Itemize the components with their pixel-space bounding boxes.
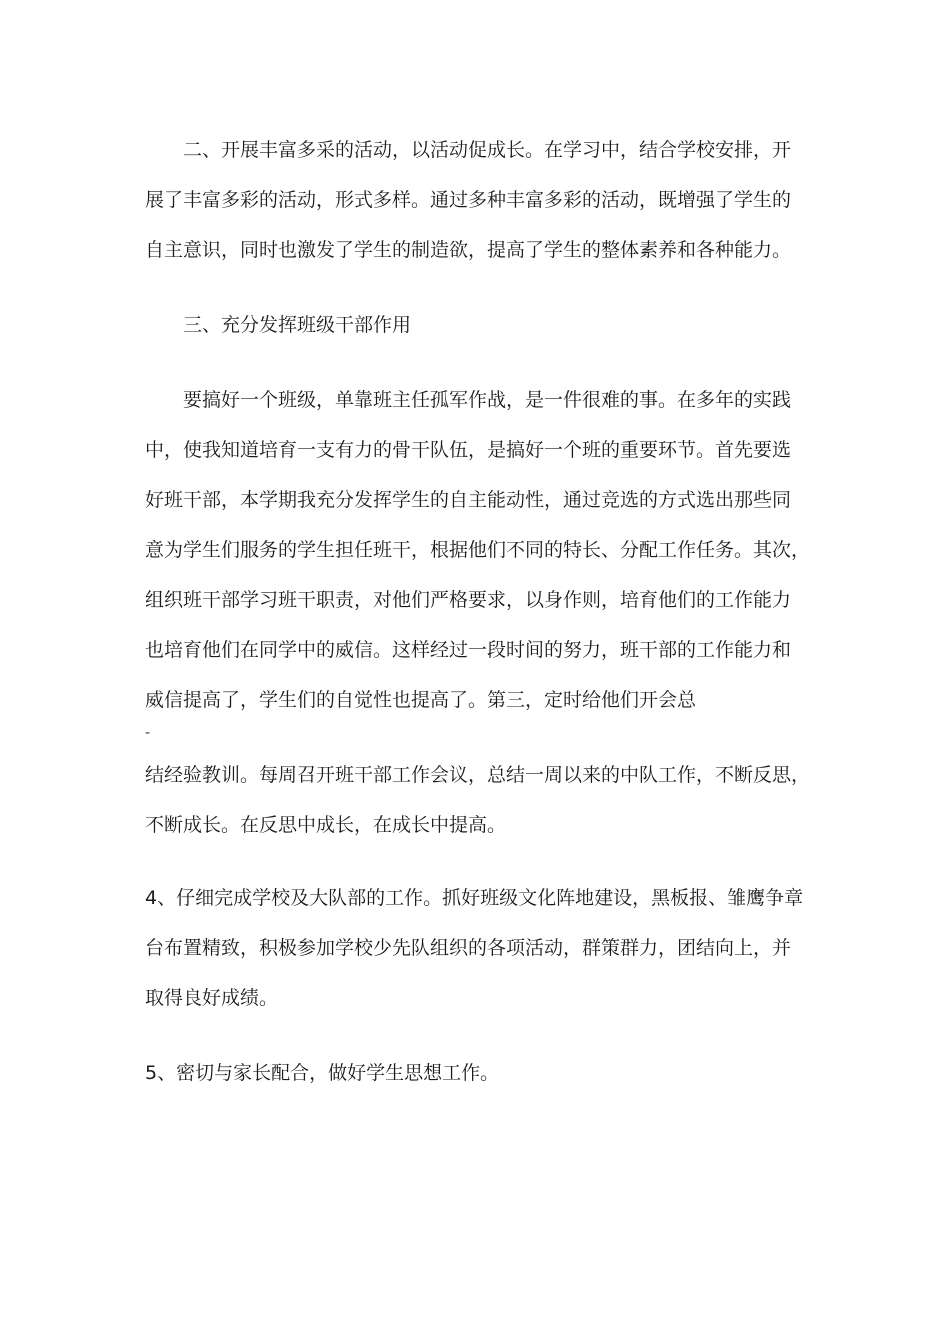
page-break-mark: - bbox=[145, 725, 151, 741]
paragraph-line: 好班干部，本学期我充分发挥学生的自主能动性，通过竞选的方式选出那些同 bbox=[145, 489, 792, 511]
paragraph-line: 5、密切与家长配合，做好学生思想工作。 bbox=[145, 1062, 500, 1084]
paragraph-line: 二、开展丰富多采的活动，以活动促成长。在学习中，结合学校安排，开 bbox=[183, 139, 792, 161]
paragraph-line: 展了丰富多彩的活动，形式多样。通过多种丰富多彩的活动，既增强了学生的 bbox=[145, 189, 792, 211]
section-heading: 三、充分发挥班级干部作用 bbox=[183, 314, 412, 336]
paragraph-line: 意为学生们服务的学生担任班干，根据他们不同的特长、分配工作任务。其次， bbox=[145, 539, 811, 561]
paragraph-line: 威信提高了，学生们的自觉性也提高了。第三，定时给他们开会总 bbox=[145, 689, 697, 711]
paragraph-line: 自主意识，同时也激发了学生的制造欲，提高了学生的整体素养和各种能力。 bbox=[145, 239, 792, 261]
paragraph-line: 中，使我知道培育一支有力的骨干队伍，是搞好一个班的重要环节。首先要选 bbox=[145, 439, 792, 461]
paragraph-line: 4、仔细完成学校及大队部的工作。抓好班级文化阵地建设，黑板报、雏鹰争章 bbox=[145, 887, 804, 909]
paragraph-line: 要搞好一个班级，单靠班主任孤军作战，是一件很难的事。在多年的实践 bbox=[183, 389, 792, 411]
paragraph-line: 不断成长。在反思中成长，在成长中提高。 bbox=[145, 814, 507, 836]
paragraph-line: 结经验教训。每周召开班干部工作会议，总结一周以来的中队工作，不断反思， bbox=[145, 764, 811, 786]
paragraph-line: 台布置精致，积极参加学校少先队组织的各项活动，群策群力，团结向上，并 bbox=[145, 937, 792, 959]
paragraph-line: 组织班干部学习班干职责，对他们严格要求，以身作则，培育他们的工作能力 bbox=[145, 589, 792, 611]
paragraph-line: 也培育他们在同学中的威信。这样经过一段时间的努力，班干部的工作能力和 bbox=[145, 639, 792, 661]
paragraph-line: 取得良好成绩。 bbox=[145, 987, 279, 1009]
